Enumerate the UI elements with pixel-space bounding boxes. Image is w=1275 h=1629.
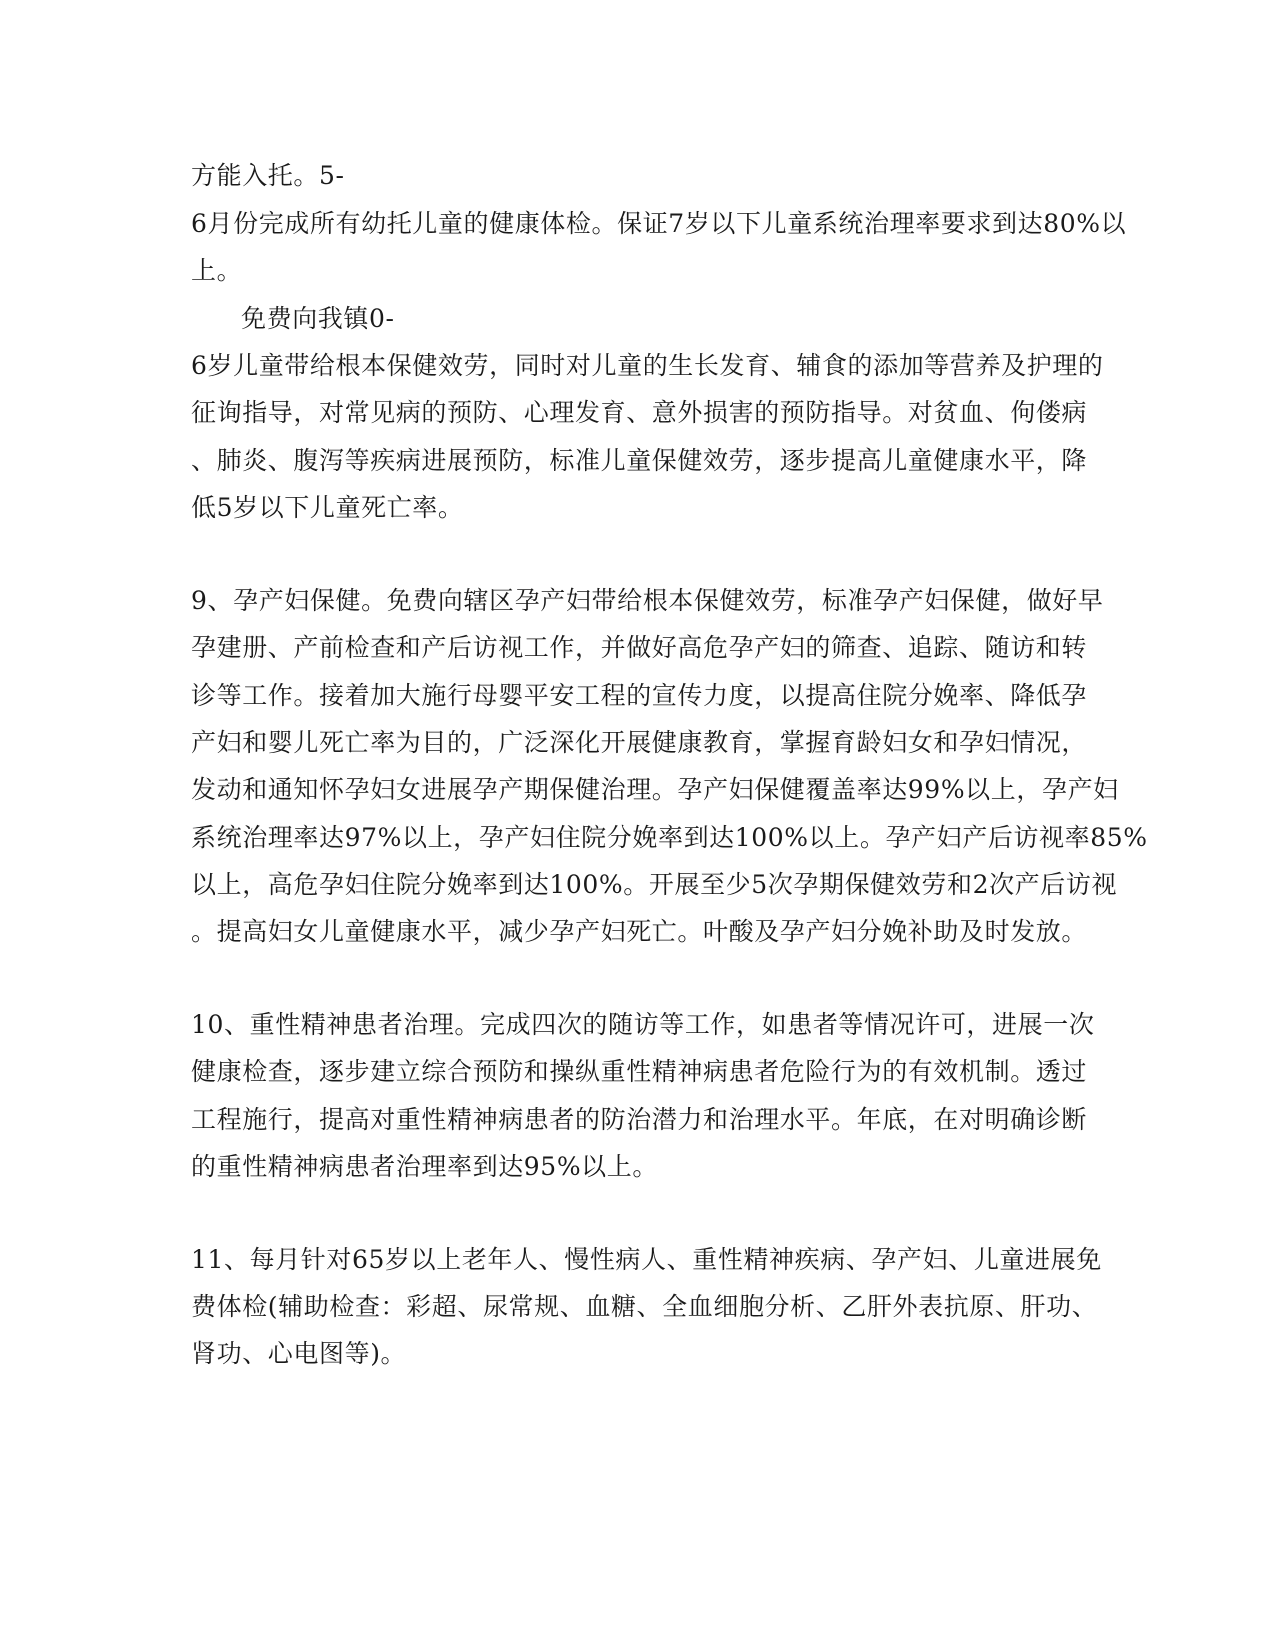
text-line: 、肺炎、腹泻等疾病进展预防，标准儿童保健效劳，逐步提高儿童健康水平，降 (191, 446, 1088, 475)
text-line: 低5岁以下儿童死亡率。 (191, 493, 464, 522)
text-line: 方能入托。5- (191, 161, 345, 190)
text-line: 肾功、心电图等)。 (191, 1339, 407, 1368)
text-line: 孕建册、产前检查和产后访视工作，并做好高危孕产妇的筛查、追踪、随访和转 (191, 633, 1088, 662)
text-line: 以上，高危孕妇住院分娩率到达100%。开展至少5次孕期保健效劳和2次产后访视 (191, 870, 1118, 899)
text-line: 免费向我镇0- (241, 304, 395, 333)
text-line: 系统治理率达97%以上，孕产妇住院分娩率到达100%以上。孕产妇产后访视率85% (191, 823, 1148, 852)
text-line: 费体检(辅助检查：彩超、尿常规、血糖、全血细胞分析、乙肝外表抗原、肝功、 (191, 1292, 1098, 1321)
text-line: 健康检查，逐步建立综合预防和操纵重性精神病患者危险行为的有效机制。透过 (191, 1057, 1088, 1086)
text-line: 征询指导，对常见病的预防、心理发育、意外损害的预防指导。对贫血、佝偻病 (191, 398, 1088, 427)
text-line: 产妇和婴儿死亡率为目的，广泛深化开展健康教育，掌握育龄妇女和孕妇情况， (191, 728, 1088, 757)
text-line: 上。 (191, 256, 243, 285)
text-line: 。提高妇女儿童健康水平，减少孕产妇死亡。叶酸及孕产妇分娩补助及时发放。 (191, 917, 1088, 946)
text-line: 6岁儿童带给根本保健效劳，同时对儿童的生长发育、辅食的添加等营养及护理的 (191, 351, 1104, 380)
text-line: 10、重性精神患者治理。完成四次的随访等工作，如患者等情况许可，进展一次 (191, 1010, 1095, 1039)
text-line: 工程施行，提高对重性精神病患者的防治潜力和治理水平。年底，在对明确诊断 (191, 1105, 1088, 1134)
text-line: 11、每月针对65岁以上老年人、慢性病人、重性精神疾病、孕产妇、儿童进展免 (191, 1245, 1102, 1274)
text-line: 6月份完成所有幼托儿童的健康体检。保证7岁以下儿童系统治理率要求到达80%以 (191, 209, 1127, 238)
text-line: 9、孕产妇保健。免费向辖区孕产妇带给根本保健效劳，标准孕产妇保健，做好早 (191, 586, 1104, 615)
text-line: 的重性精神病患者治理率到达95%以上。 (191, 1152, 658, 1181)
text-line: 诊等工作。接着加大施行母婴平安工程的宣传力度，以提高住院分娩率、降低孕 (191, 681, 1088, 710)
text-line: 发动和通知怀孕妇女进展孕产期保健治理。孕产妇保健覆盖率达99%以上，孕产妇 (191, 775, 1119, 804)
